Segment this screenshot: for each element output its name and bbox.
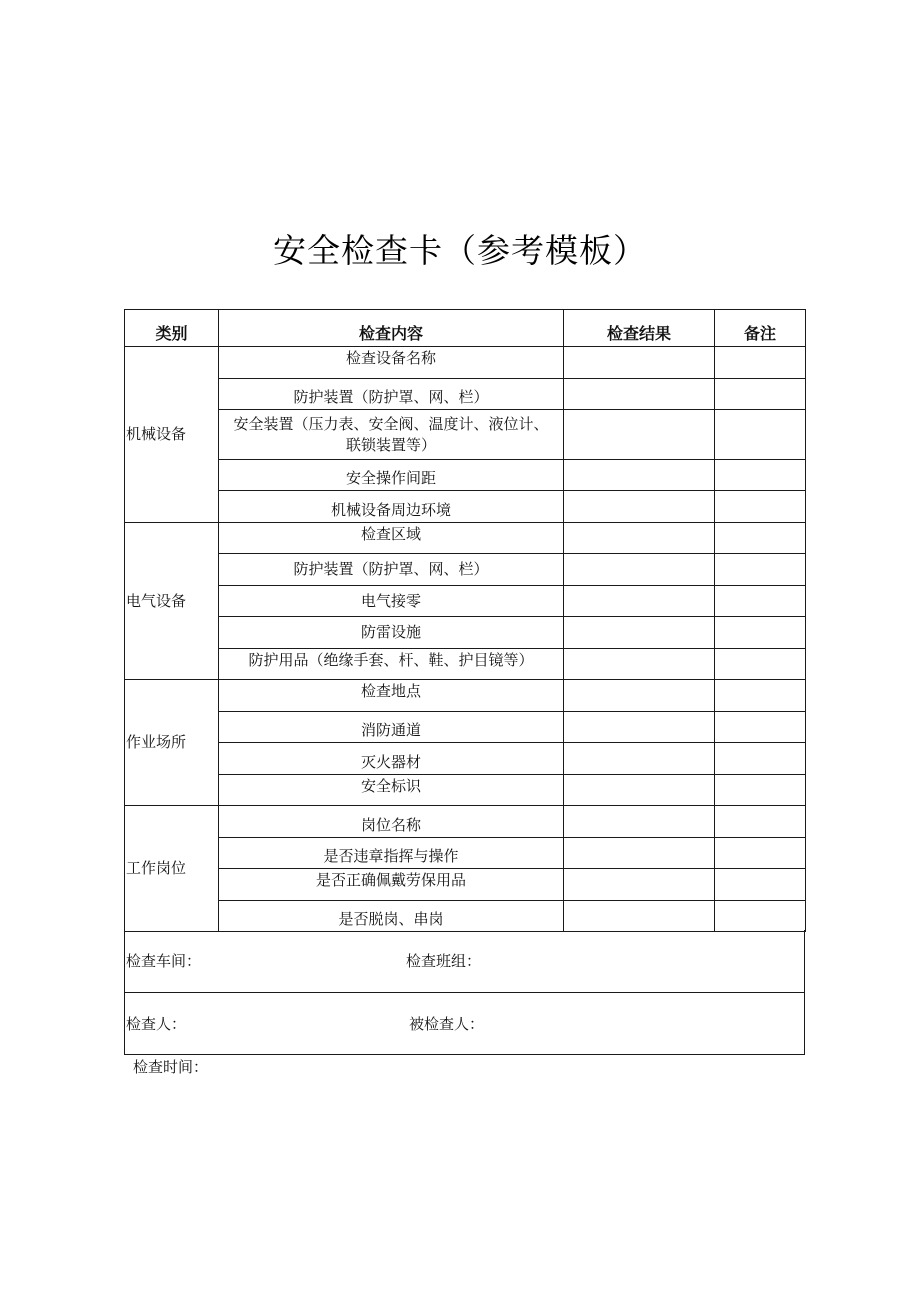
item-content: 是否违章指挥与操作 bbox=[219, 838, 564, 869]
table-row bbox=[125, 775, 806, 806]
table-row bbox=[125, 554, 806, 586]
result-cell[interactable] bbox=[564, 586, 715, 617]
category-machinery: 机械设备 bbox=[125, 347, 219, 523]
remark-cell[interactable] bbox=[715, 586, 806, 617]
item-content: 检查设备名称 bbox=[219, 347, 564, 379]
remark-cell[interactable] bbox=[715, 347, 806, 379]
header-remark: 备注 bbox=[715, 310, 806, 347]
result-cell[interactable] bbox=[564, 743, 715, 775]
item-content: 电气接零 bbox=[219, 586, 564, 617]
inspection-time-label: 检查时间： bbox=[133, 1058, 209, 1076]
remark-cell[interactable] bbox=[715, 491, 806, 523]
result-cell[interactable] bbox=[564, 806, 715, 838]
table-row bbox=[125, 712, 806, 743]
item-content: 是否脱岗、串岗 bbox=[219, 901, 564, 932]
item-content: 检查地点 bbox=[219, 680, 564, 712]
inspector-label: 检查人： bbox=[126, 1015, 187, 1033]
table-row bbox=[125, 901, 806, 932]
page-title: 安全检查卡（参考模板） bbox=[273, 231, 647, 270]
remark-cell[interactable] bbox=[715, 775, 806, 806]
item-content: 机械设备周边环境 bbox=[219, 491, 564, 523]
result-cell[interactable] bbox=[564, 712, 715, 743]
item-content: 消防通道 bbox=[219, 712, 564, 743]
result-cell[interactable] bbox=[564, 680, 715, 712]
result-cell[interactable] bbox=[564, 491, 715, 523]
table-row bbox=[125, 617, 806, 649]
table-row bbox=[125, 680, 806, 712]
item-content: 防护装置（防护罩、网、栏） bbox=[219, 379, 564, 410]
footer-row-location bbox=[125, 930, 804, 992]
remark-cell[interactable] bbox=[715, 410, 806, 460]
inspection-table bbox=[124, 309, 806, 932]
remark-cell[interactable] bbox=[715, 743, 806, 775]
result-cell[interactable] bbox=[564, 347, 715, 379]
header-category: 类别 bbox=[125, 310, 219, 347]
item-content: 安全装置（压力表、安全阀、温度计、液位计、联锁装置等） bbox=[219, 410, 564, 460]
remark-cell[interactable] bbox=[715, 806, 806, 838]
category-electrical: 电气设备 bbox=[125, 523, 219, 680]
result-cell[interactable] bbox=[564, 649, 715, 680]
remark-cell[interactable] bbox=[715, 554, 806, 586]
result-cell[interactable] bbox=[564, 523, 715, 554]
remark-cell[interactable] bbox=[715, 649, 806, 680]
remark-cell[interactable] bbox=[715, 680, 806, 712]
remark-cell[interactable] bbox=[715, 712, 806, 743]
table-row bbox=[125, 379, 806, 410]
remark-cell[interactable] bbox=[715, 901, 806, 932]
remark-cell[interactable] bbox=[715, 379, 806, 410]
table-row bbox=[125, 491, 806, 523]
category-workplace: 作业场所 bbox=[125, 680, 219, 806]
item-content: 防雷设施 bbox=[219, 617, 564, 649]
item-content: 灭火器材 bbox=[219, 743, 564, 775]
result-cell[interactable] bbox=[564, 410, 715, 460]
result-cell[interactable] bbox=[564, 554, 715, 586]
workshop-label: 检查车间： bbox=[126, 952, 202, 970]
remark-cell[interactable] bbox=[715, 460, 806, 491]
remark-cell[interactable] bbox=[715, 523, 806, 554]
result-cell[interactable] bbox=[564, 617, 715, 649]
category-workpost: 工作岗位 bbox=[125, 806, 219, 932]
result-cell[interactable] bbox=[564, 838, 715, 869]
result-cell[interactable] bbox=[564, 460, 715, 491]
result-cell[interactable] bbox=[564, 869, 715, 901]
table-row bbox=[125, 838, 806, 869]
table-row bbox=[125, 523, 806, 554]
header-row bbox=[125, 310, 806, 347]
result-cell[interactable] bbox=[564, 379, 715, 410]
item-content: 安全操作间距 bbox=[219, 460, 564, 491]
team-label: 检查班组： bbox=[406, 952, 482, 970]
item-content: 防护装置（防护罩、网、栏） bbox=[219, 554, 564, 586]
form-footer bbox=[124, 930, 805, 1055]
remark-cell[interactable] bbox=[715, 838, 806, 869]
table-row bbox=[125, 410, 806, 460]
footer-row-people bbox=[125, 992, 804, 1055]
item-content: 安全标识 bbox=[219, 775, 564, 806]
table-row bbox=[125, 869, 806, 901]
remark-cell[interactable] bbox=[715, 869, 806, 901]
table-row bbox=[125, 806, 806, 838]
item-content: 防护用品（绝缘手套、杆、鞋、护目镜等） bbox=[219, 649, 564, 680]
table-row bbox=[125, 347, 806, 379]
table-row bbox=[125, 460, 806, 491]
result-cell[interactable] bbox=[564, 775, 715, 806]
header-content: 检查内容 bbox=[219, 310, 564, 347]
table-row bbox=[125, 743, 806, 775]
item-content: 岗位名称 bbox=[219, 806, 564, 838]
table-row bbox=[125, 586, 806, 617]
item-content: 检查区域 bbox=[219, 523, 564, 554]
table-row bbox=[125, 649, 806, 680]
result-cell[interactable] bbox=[564, 901, 715, 932]
item-content: 是否正确佩戴劳保用品 bbox=[219, 869, 564, 901]
remark-cell[interactable] bbox=[715, 617, 806, 649]
header-result: 检查结果 bbox=[564, 310, 715, 347]
inspectee-label: 被检查人： bbox=[409, 1015, 485, 1033]
